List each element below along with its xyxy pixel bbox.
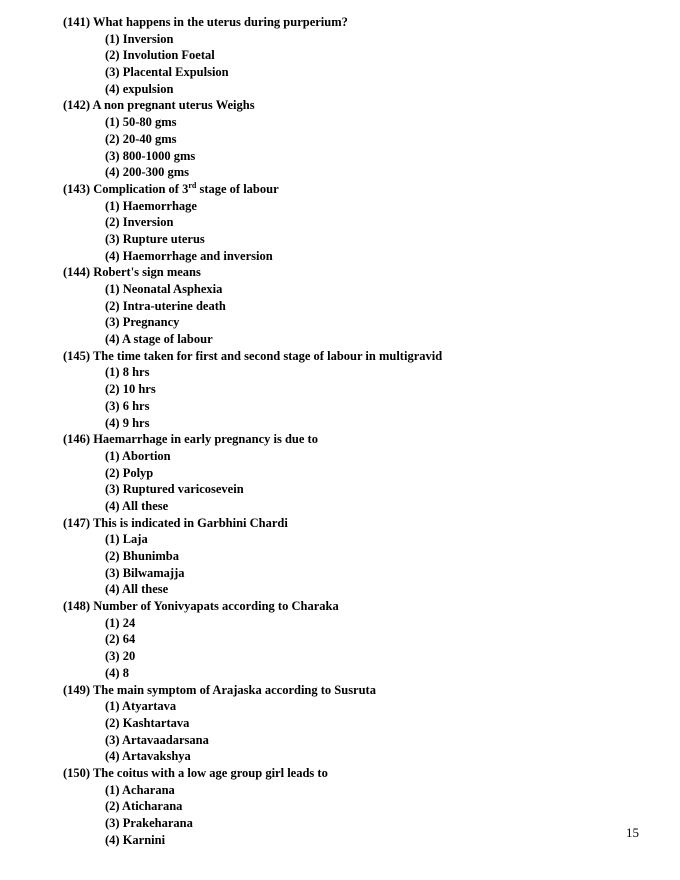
option: (3) Rupture uterus (105, 231, 205, 246)
question-text: (142) A non pregnant uterus Weighs (63, 98, 255, 113)
option: (1) Haemorrhage (105, 198, 197, 213)
option: (2) Involution Foetal (105, 48, 215, 63)
option: (1) 50-80 gms (105, 115, 177, 130)
question-150 (63, 765, 663, 848)
option: (1) 8 hrs (105, 365, 150, 380)
option: (1) Abortion (105, 448, 171, 463)
question-text-end: stage of labour (196, 181, 279, 196)
option: (1) Inversion (105, 31, 174, 46)
option: (2) Inversion (105, 215, 174, 230)
question-143 (63, 181, 663, 264)
option: (4) All these (105, 582, 169, 597)
question-141 (63, 14, 663, 97)
question-147 (63, 515, 663, 598)
option: (2) Polyp (105, 465, 154, 480)
option: (4) Karnini (105, 832, 166, 847)
option: (4) A stage of labour (105, 332, 213, 347)
option: (4) 200-300 gms (105, 165, 190, 180)
option: (4) All these (105, 498, 169, 513)
question-text: (145) The time taken for first and second stage of labour in multigravid (63, 348, 443, 363)
option: (4) 9 hrs (105, 415, 150, 430)
option: (3) Ruptured varicosevein (105, 482, 244, 497)
option: (1) 24 (105, 615, 136, 630)
option: (3) 6 hrs (105, 398, 150, 413)
question-144 (63, 264, 663, 347)
option: (3) Pregnancy (105, 315, 180, 330)
question-142 (63, 97, 663, 180)
option: (4) 8 (105, 665, 129, 680)
option: (4) Haemorrhage and inversion (105, 248, 273, 263)
option: (1) Laja (105, 532, 148, 547)
question-list (63, 14, 663, 848)
question-text: (141) What happens in the uterus during purperium? (63, 15, 348, 29)
option: (1) Atyartava (105, 699, 177, 714)
option: (1) Acharana (105, 782, 175, 797)
option: (2) 10 hrs (105, 382, 156, 397)
option: (4) Artavakshya (105, 749, 191, 764)
option: (3) Prakeharana (105, 816, 193, 830)
option: (2) Bhunimba (105, 549, 179, 563)
option: (2) 64 (105, 632, 136, 647)
option: (2) 20-40 gms (105, 131, 177, 146)
option: (3) 800-1000 gms (105, 148, 196, 163)
option: (2) Intra-uterine death (105, 298, 226, 313)
page-number: 15 (626, 825, 639, 840)
option: (2) Kashtartava (105, 715, 190, 730)
question-text-start: (143) Complication of 3 (63, 181, 189, 196)
option: (1) Neonatal Asphexia (105, 282, 223, 296)
question-text: (150) The coitus with a low age group girl leads to (63, 765, 328, 780)
question-149 (63, 682, 663, 765)
option: (3) Placental Expulsion (105, 65, 229, 80)
question-text: (147) This is indicated in Garbhini Chardi (63, 515, 288, 530)
question-146 (63, 431, 663, 514)
option: (2) Aticharana (105, 799, 183, 814)
question-145 (63, 348, 663, 431)
question-text: (144) Robert's sign means (63, 265, 201, 280)
ordinal-superscript: rd (188, 180, 197, 190)
question-text: (146) Haemarrhage in early pregnancy is due to (63, 432, 318, 447)
question-text (63, 181, 663, 198)
question-148 (63, 598, 663, 681)
option: (3) Bilwamajja (105, 565, 185, 580)
option: (4) expulsion (105, 81, 174, 96)
question-text: (149) The main symptom of Arajaska according to Susruta (63, 682, 376, 697)
question-text: (148) Number of Yonivyapats according to Charaka (63, 599, 339, 614)
option: (3) Artavaadarsana (105, 732, 209, 747)
option: (3) 20 (105, 649, 136, 664)
